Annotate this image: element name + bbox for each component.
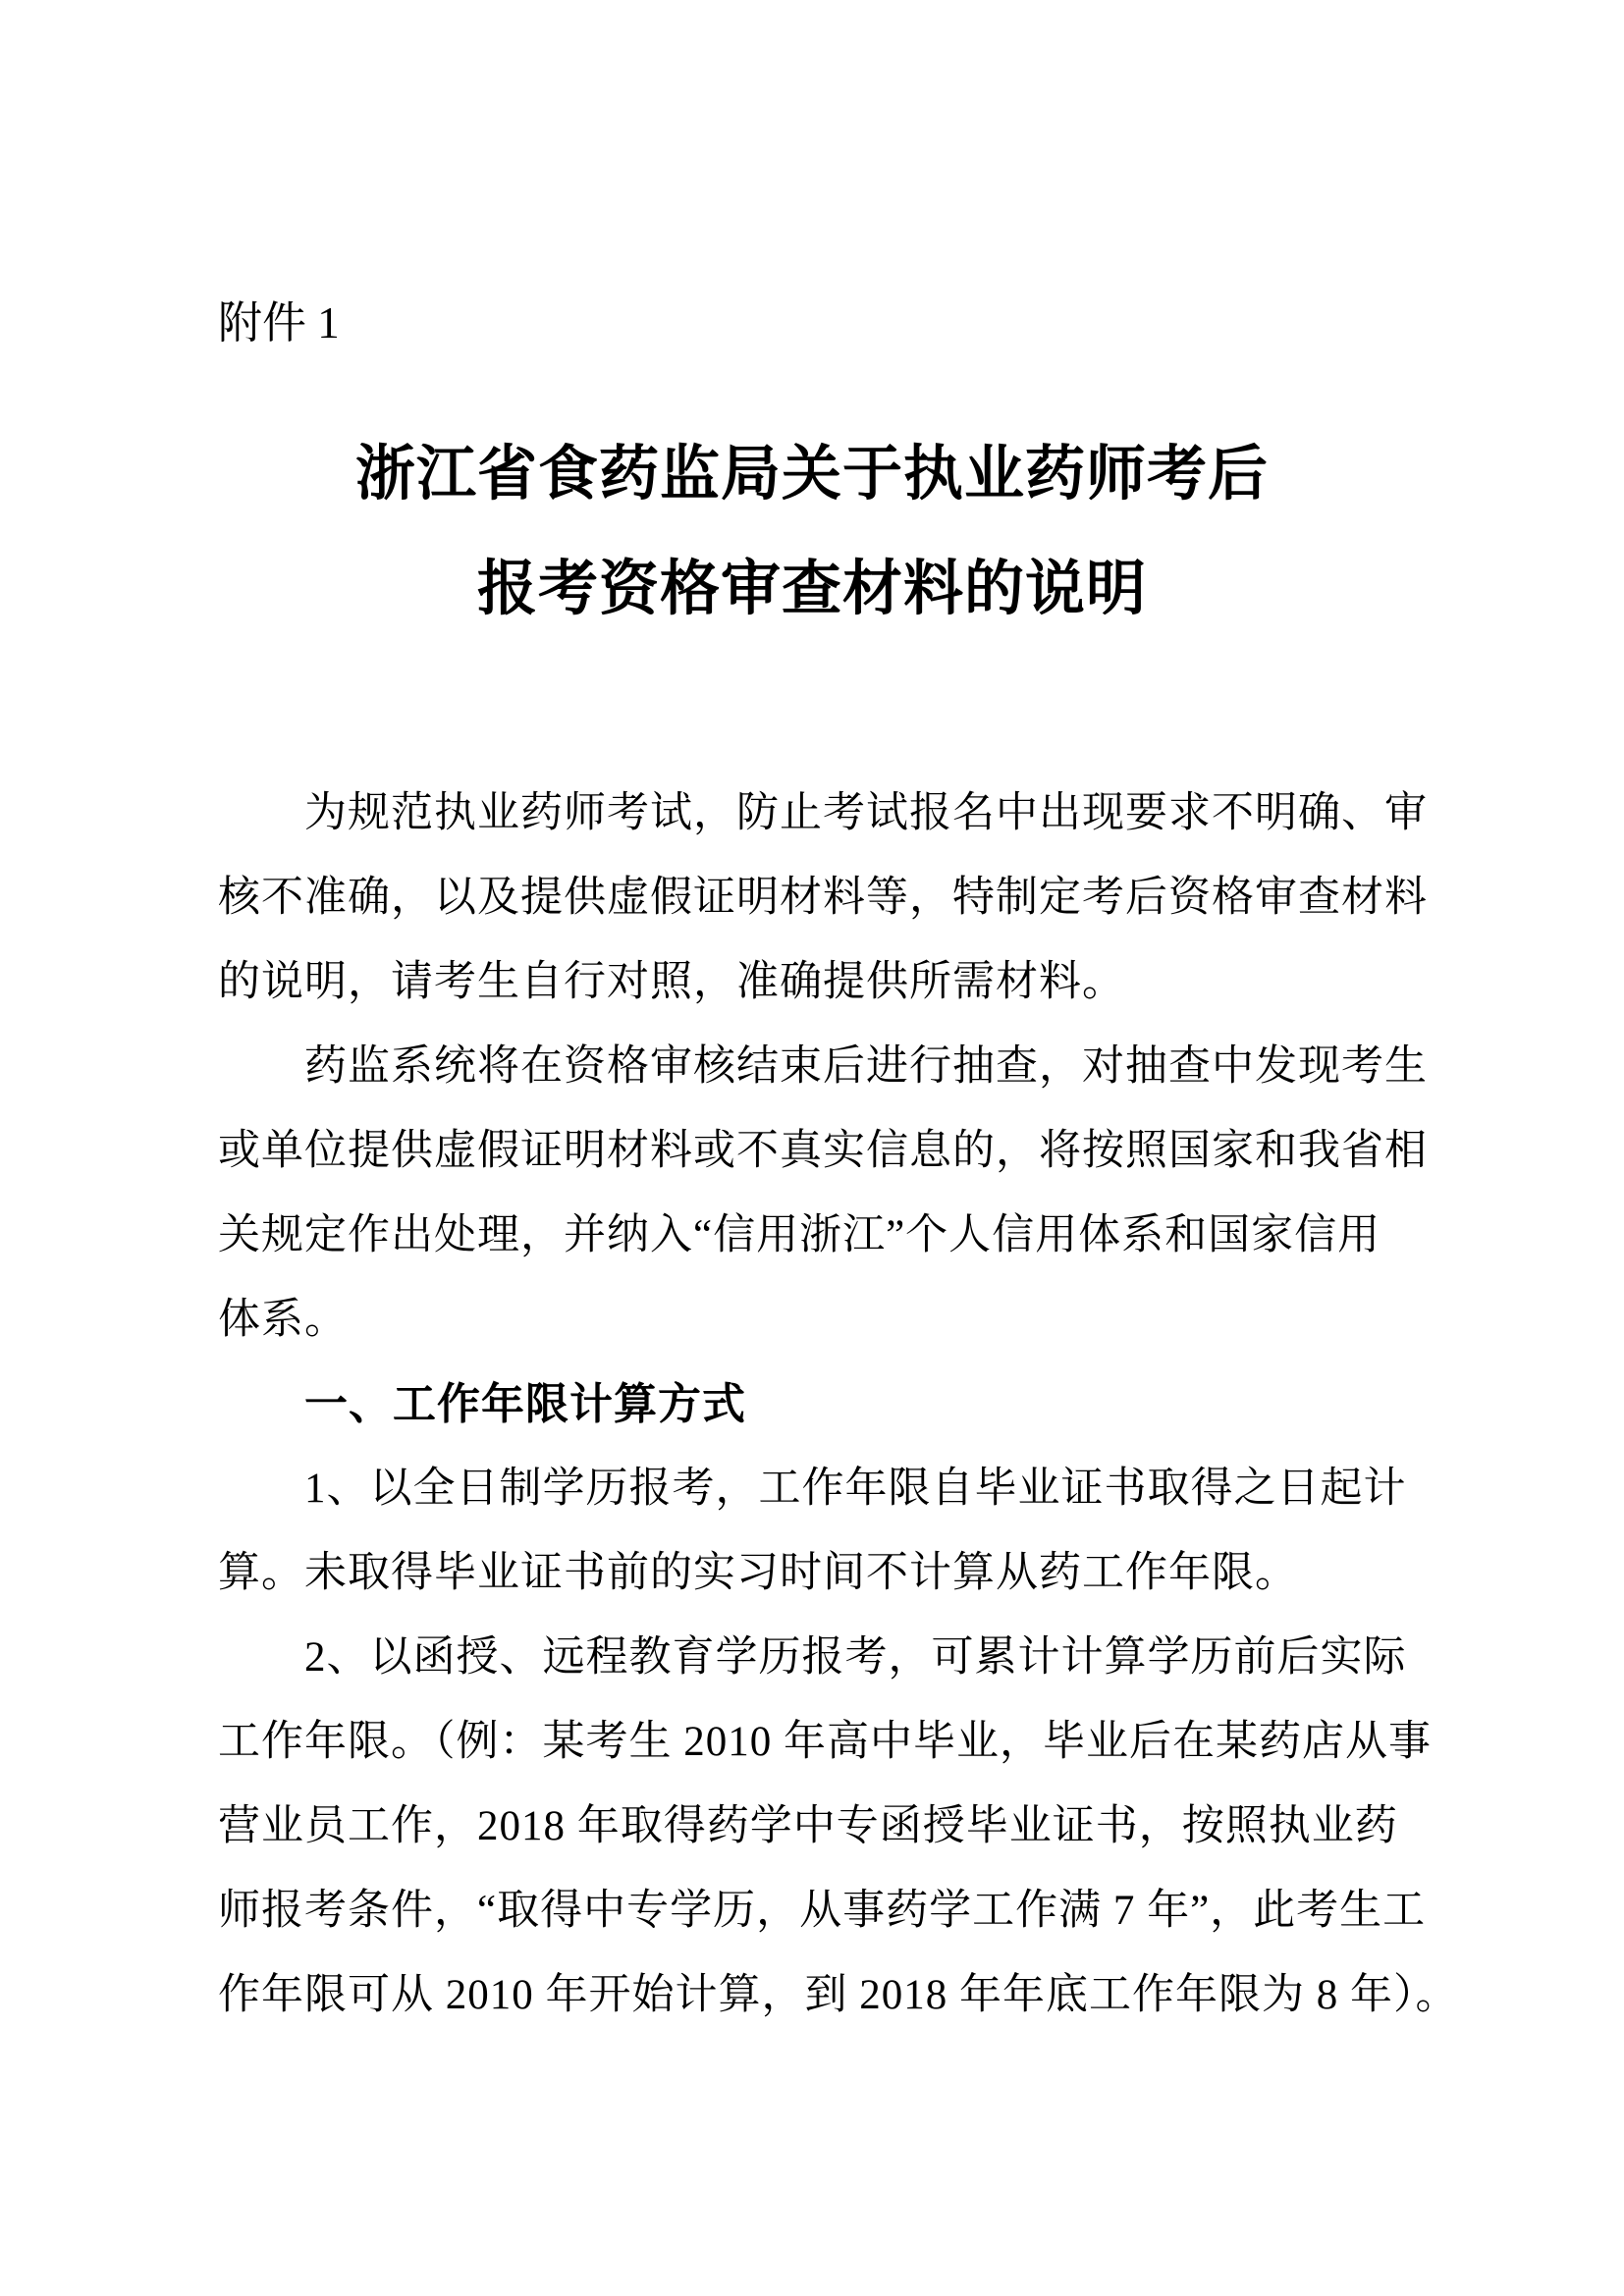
document-body bbox=[218, 767, 1459, 2033]
text-line: 2、以函授、远程教育学历报考，可累计计算学历前后实际 bbox=[304, 1633, 1407, 1681]
document-title-line-1: 浙江省食药监局关于执业药师考后 bbox=[354, 442, 1269, 507]
text-line: 或单位提供虚假证明材料或不真实信息的，将按照国家和我省相 bbox=[218, 1127, 1428, 1174]
text-line: 核不准确，以及提供虚假证明材料等，特制定考后资格审查材料 bbox=[218, 874, 1428, 921]
text-line: 的说明，请考生自行对照，准确提供所需材料。 bbox=[218, 958, 1125, 1005]
text-line: 关规定作出处理，并纳入“信用浙江”个人信用体系和国家信用 bbox=[218, 1211, 1381, 1258]
text-line: 药监系统将在资格审核结束后进行抽查，对抽查中发现考生 bbox=[304, 1042, 1428, 1090]
text-line: 体系。 bbox=[218, 1296, 348, 1343]
text-line: 1、以全日制学历报考，工作年限自毕业证书取得之日起计 bbox=[304, 1465, 1407, 1512]
text-line: 师报考条件，“取得中专学历，从事药学工作满 7 年”，此考生工 bbox=[218, 1887, 1427, 1934]
attachment-label: 附件 1 bbox=[218, 298, 340, 347]
text-line: 作年限可从 2010 年开始计算，到 2018 年年底工作年限为 8 年）。 bbox=[218, 1971, 1459, 2018]
text-line: 算。未取得毕业证书前的实习时间不计算从药工作年限。 bbox=[218, 1549, 1298, 1596]
text-line: 为规范执业药师考试，防止考试报名中出现要求不明确、审 bbox=[304, 789, 1428, 836]
text-line: 营业员工作，2018 年取得药学中专函授毕业证书，按照执业药 bbox=[218, 1802, 1398, 1849]
section-heading: 一、工作年限计算方式 bbox=[304, 1380, 746, 1428]
text-line: 工作年限。（例：某考生 2010 年高中毕业，毕业后在某药店从事 bbox=[218, 1718, 1432, 1765]
document-title-line-2: 报考资格审查材料的说明 bbox=[476, 557, 1147, 622]
